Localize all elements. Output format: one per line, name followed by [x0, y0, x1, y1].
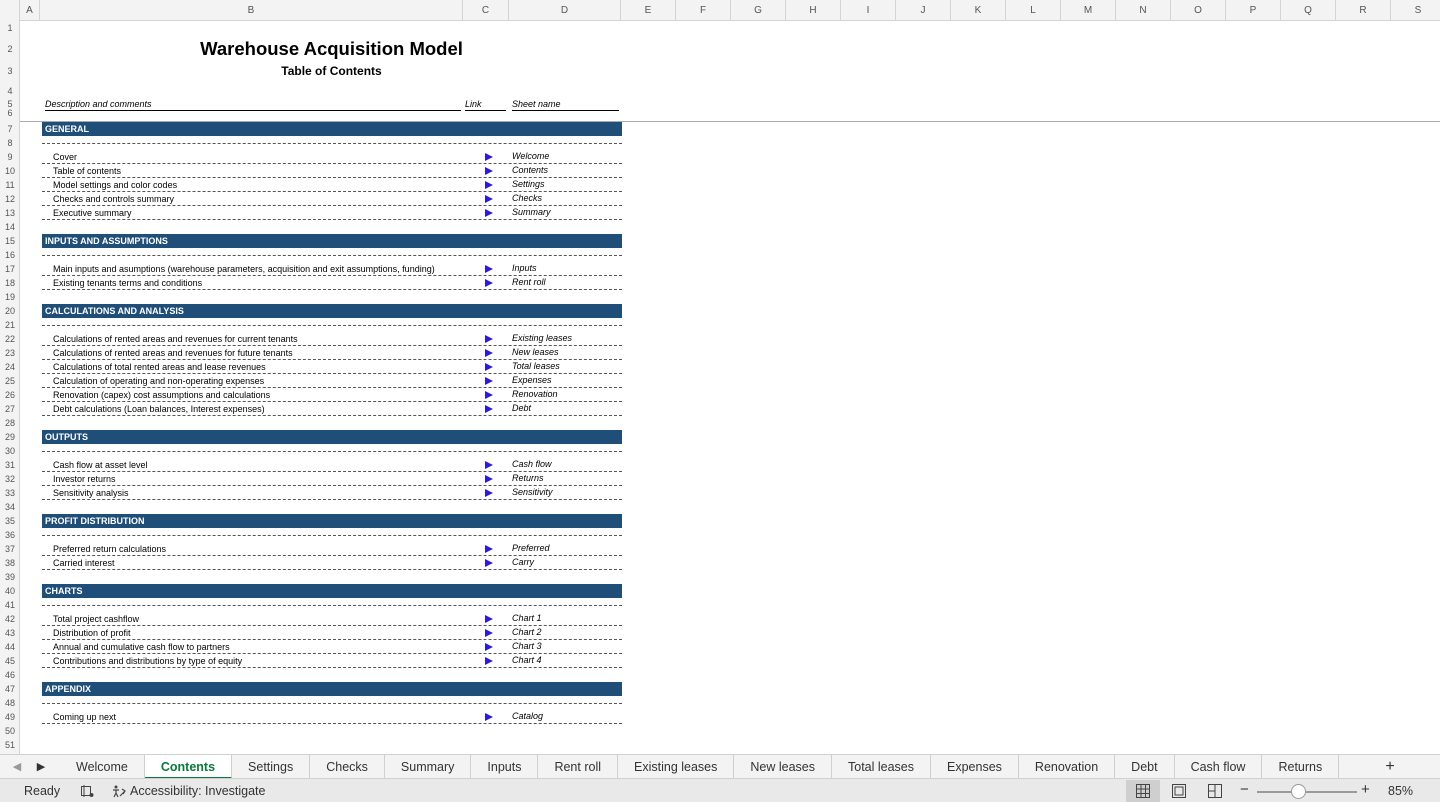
go-to-sheet-icon[interactable] — [484, 389, 494, 401]
toc-sheet-name: New leases — [512, 347, 559, 357]
go-to-sheet-icon[interactable] — [484, 459, 494, 471]
row-header[interactable]: 18 — [4, 278, 15, 288]
section-divider — [42, 703, 622, 704]
toc-sheet-name: Chart 2 — [512, 627, 542, 637]
row-header[interactable]: 29 — [4, 432, 15, 442]
row-header[interactable]: 51 — [4, 740, 15, 750]
column-header[interactable]: I — [841, 0, 896, 21]
go-to-sheet-icon[interactable] — [484, 151, 494, 163]
go-to-sheet-icon[interactable] — [484, 627, 494, 639]
toc-sheet-name: Checks — [512, 193, 543, 203]
toc-description: Calculations of rented areas and revenues for current tenants — [53, 334, 298, 344]
zoom-out-button[interactable]: − — [1240, 781, 1249, 798]
row-header[interactable]: 1 — [7, 23, 13, 33]
row-header[interactable]: 43 — [4, 628, 15, 638]
row-header[interactable]: 35 — [4, 516, 15, 526]
column-header[interactable]: R — [1336, 0, 1391, 21]
row-header[interactable]: 11 — [5, 180, 15, 190]
toc-description: Annual and cumulative cash flow to partners — [53, 642, 230, 652]
toc-sheet-name: Chart 3 — [512, 641, 542, 651]
go-to-sheet-icon[interactable] — [484, 347, 494, 359]
row-header[interactable]: 39 — [4, 572, 15, 582]
toc-sheet-name: Sensitivity — [512, 487, 553, 497]
page-layout-view-button[interactable] — [1162, 780, 1196, 802]
section-header: CALCULATIONS AND ANALYSIS — [42, 304, 622, 318]
section-divider — [42, 605, 622, 606]
row-header[interactable]: 45 — [4, 656, 15, 666]
toc-row — [42, 262, 622, 276]
go-to-sheet-icon[interactable] — [484, 375, 494, 387]
row-header[interactable]: 32 — [4, 474, 15, 484]
sheet-tab[interactable]: Returns — [1262, 755, 1339, 779]
go-to-sheet-icon[interactable] — [484, 711, 494, 723]
sheet-tab[interactable]: Total leases — [832, 755, 931, 779]
sheet-tab[interactable]: Welcome — [60, 755, 145, 779]
toc-description: Cash flow at asset level — [53, 460, 148, 470]
sheet-tab[interactable]: Existing leases — [618, 755, 734, 779]
row-header[interactable]: 21 — [4, 320, 15, 330]
accessibility-icon[interactable] — [112, 784, 126, 798]
go-to-sheet-icon[interactable] — [484, 403, 494, 415]
toc-row — [42, 612, 622, 626]
row-header[interactable]: 47 — [4, 684, 15, 694]
go-to-sheet-icon[interactable] — [484, 277, 494, 289]
column-label-link: Link — [465, 99, 506, 111]
toc-description: Preferred return calculations — [53, 544, 167, 554]
row-header[interactable]: 37 — [4, 544, 15, 554]
toc-description: Sensitivity analysis — [53, 488, 129, 498]
row-header[interactable]: 38 — [4, 558, 15, 568]
row-header[interactable]: 36 — [4, 530, 15, 540]
row-header[interactable]: 25 — [4, 376, 15, 386]
row-header[interactable]: 2 — [7, 44, 13, 54]
row-header[interactable]: 49 — [4, 712, 15, 722]
row-header[interactable]: 22 — [4, 334, 15, 344]
toc-row — [42, 374, 622, 388]
toc-description: Executive summary — [53, 208, 132, 218]
sheet-tab[interactable]: Inputs — [471, 755, 538, 779]
row-header[interactable]: 46 — [4, 670, 15, 680]
zoom-level[interactable]: 85% — [1388, 784, 1414, 798]
zoom-in-button[interactable]: + — [1361, 781, 1370, 798]
row-header[interactable]: 42 — [4, 614, 15, 624]
sheet-tab[interactable]: Checks — [310, 755, 385, 779]
go-to-sheet-icon[interactable] — [484, 193, 494, 205]
toc-row — [42, 150, 622, 164]
toc-row — [42, 472, 622, 486]
section-divider — [42, 535, 622, 536]
status-bar — [0, 778, 1440, 802]
column-header[interactable]: Q — [1281, 0, 1336, 21]
column-header-bar — [0, 0, 1440, 21]
row-header[interactable]: 28 — [4, 418, 15, 428]
toc-description: Checks and controls summary — [53, 194, 175, 204]
toc-sheet-name: Carry — [512, 557, 534, 567]
row-header-bar — [0, 21, 20, 754]
go-to-sheet-icon[interactable] — [484, 557, 494, 569]
go-to-sheet-icon[interactable] — [484, 487, 494, 499]
toc-row — [42, 346, 622, 360]
sheet-tabs-bar — [0, 754, 1440, 778]
row-header[interactable]: 23 — [4, 348, 15, 358]
go-to-sheet-icon[interactable] — [484, 207, 494, 219]
go-to-sheet-icon[interactable] — [484, 641, 494, 653]
sheet-tab[interactable]: Expenses — [931, 755, 1019, 779]
row-header[interactable]: 13 — [4, 208, 15, 218]
row-header[interactable]: 12 — [4, 194, 15, 204]
go-to-sheet-icon[interactable] — [484, 361, 494, 373]
toc-description: Distribution of profit — [53, 628, 131, 638]
toc-row — [42, 276, 622, 290]
select-all-corner[interactable] — [0, 0, 20, 21]
column-header[interactable]: S — [1391, 0, 1440, 21]
sheet-tab[interactable]: Renovation — [1019, 755, 1115, 779]
toc-sheet-name: Contents — [512, 165, 549, 175]
column-header[interactable]: O — [1171, 0, 1226, 21]
row-header[interactable]: 20 — [4, 306, 15, 316]
column-header[interactable]: K — [951, 0, 1006, 21]
section-header: CHARTS — [42, 584, 622, 598]
toc-sheet-name: Total leases — [512, 361, 560, 371]
toc-description: Renovation (capex) cost assumptions and calculations — [53, 390, 271, 400]
row-header[interactable]: 8 — [7, 138, 13, 148]
toc-row — [42, 164, 622, 178]
toc-row — [42, 402, 622, 416]
toc-description: Contributions and distributions by type of equity — [53, 656, 243, 666]
row-header[interactable]: 24 — [4, 362, 15, 372]
row-header[interactable]: 31 — [4, 460, 15, 470]
row-header[interactable]: 15 — [4, 236, 15, 246]
sheet-tab[interactable]: Rent roll — [538, 755, 618, 779]
sheet-tab[interactable]: Summary — [385, 755, 471, 779]
toc-sheet-name: Inputs — [512, 263, 537, 273]
sheet-tab[interactable]: Contents — [145, 755, 232, 779]
column-header[interactable]: M — [1061, 0, 1116, 21]
toc-sheet-name: Cash flow — [512, 459, 552, 469]
toc-description: Calculations of total rented areas and lease revenues — [53, 362, 266, 372]
go-to-sheet-icon[interactable] — [484, 613, 494, 625]
row-header[interactable]: 14 — [4, 222, 15, 232]
toc-sheet-name: Returns — [512, 473, 544, 483]
sheet-tab[interactable]: New leases — [734, 755, 832, 779]
go-to-sheet-icon[interactable] — [484, 655, 494, 667]
worksheet[interactable] — [20, 21, 1440, 754]
toc-sheet-name: Chart 4 — [512, 655, 542, 665]
section-header: INPUTS AND ASSUMPTIONS — [42, 234, 622, 248]
column-header[interactable]: F — [676, 0, 731, 21]
toc-row — [42, 332, 622, 346]
toc-sheet-name: Rent roll — [512, 277, 546, 287]
macro-record-icon[interactable] — [80, 784, 94, 798]
tab-scroll-right-button[interactable]: ▶ — [36, 761, 46, 773]
row-header[interactable]: 48 — [4, 698, 15, 708]
toc-description: Existing tenants terms and conditions — [53, 278, 203, 288]
column-label-sheet: Sheet name — [512, 99, 619, 111]
toc-row — [42, 640, 622, 654]
go-to-sheet-icon[interactable] — [484, 165, 494, 177]
section-divider — [42, 143, 622, 144]
go-to-sheet-icon[interactable] — [484, 263, 494, 275]
toc-row — [42, 458, 622, 472]
row-header[interactable]: 9 — [7, 152, 13, 162]
toc-row — [42, 556, 622, 570]
toc-row — [42, 542, 622, 556]
row-header[interactable]: 4 — [7, 86, 13, 96]
column-header[interactable]: H — [786, 0, 841, 21]
row-header[interactable]: 41 — [4, 600, 15, 610]
row-header[interactable]: 10 — [4, 166, 15, 176]
row-header[interactable]: 26 — [4, 390, 15, 400]
row-header[interactable]: 19 — [4, 292, 15, 302]
toc-sheet-name: Chart 1 — [512, 613, 542, 623]
page-subtitle: Table of Contents — [281, 64, 382, 78]
toc-sheet-name: Existing leases — [512, 333, 573, 343]
add-sheet-button[interactable]: + — [1385, 758, 1395, 775]
section-divider — [42, 255, 622, 256]
toc-row — [42, 388, 622, 402]
section-divider — [42, 451, 622, 452]
toc-sheet-name: Settings — [512, 179, 545, 189]
sheet-tab[interactable]: Cash flow — [1175, 755, 1263, 779]
toc-description: Calculation of operating and non-operating expenses — [53, 376, 265, 386]
column-header[interactable]: E — [621, 0, 676, 21]
sheet-tabs — [60, 755, 1372, 779]
toc-row — [42, 654, 622, 668]
toc-sheet-name: Renovation — [512, 389, 558, 399]
toc-row — [42, 178, 622, 192]
zoom-slider-track[interactable] — [1257, 791, 1357, 793]
row-header[interactable]: 33 — [4, 488, 15, 498]
column-header[interactable]: C — [463, 0, 509, 21]
column-header[interactable]: J — [896, 0, 951, 21]
row-header[interactable]: 16 — [4, 250, 15, 260]
column-header[interactable]: P — [1226, 0, 1281, 21]
toc-description: Investor returns — [53, 474, 116, 484]
toc-sheet-name: Catalog — [512, 711, 544, 721]
section-divider — [42, 325, 622, 326]
go-to-sheet-icon[interactable] — [484, 179, 494, 191]
go-to-sheet-icon[interactable] — [484, 473, 494, 485]
toc-description: Model settings and color codes — [53, 180, 178, 190]
toc-description: Total project cashflow — [53, 614, 140, 624]
toc-description: Table of contents — [53, 166, 122, 176]
toc-description: Carried interest — [53, 558, 115, 568]
toc-row — [42, 626, 622, 640]
toc-sheet-name: Preferred — [512, 543, 550, 553]
column-label-description: Description and comments — [45, 99, 461, 111]
row-header[interactable]: 6 — [7, 108, 13, 118]
toc-description: Main inputs and asumptions (warehouse parameters, acquisition and exit assumptions, funding) — [53, 264, 435, 274]
toc-sheet-name: Summary — [512, 207, 551, 217]
row-header[interactable]: 27 — [4, 404, 15, 414]
row-header[interactable]: 3 — [7, 66, 13, 76]
toc-row — [42, 192, 622, 206]
column-header[interactable]: D — [509, 0, 621, 21]
row-header[interactable]: 7 — [7, 124, 13, 134]
tab-scroll-left-button[interactable]: ◀ — [12, 761, 22, 773]
page-title: Warehouse Acquisition Model — [200, 38, 463, 59]
toc-description: Calculations of rented areas and revenues for future tenants — [53, 348, 293, 358]
column-header[interactable]: L — [1006, 0, 1061, 21]
sheet-tab[interactable]: Settings — [232, 755, 310, 779]
section-header: PROFIT DISTRIBUTION — [42, 514, 622, 528]
toc-description: Cover — [53, 152, 78, 162]
column-header[interactable]: A — [20, 0, 40, 21]
status-ready: Ready — [24, 784, 61, 798]
sheet-tab[interactable]: Debt — [1115, 755, 1174, 779]
row-header[interactable]: 44 — [4, 642, 15, 652]
row-header[interactable]: 30 — [4, 446, 15, 456]
toc-row — [42, 360, 622, 374]
toc-description: Debt calculations (Loan balances, Interest expenses) — [53, 404, 265, 414]
toc-row — [42, 486, 622, 500]
toc-sheet-name: Welcome — [512, 151, 550, 161]
go-to-sheet-icon[interactable] — [484, 543, 494, 555]
section-header: GENERAL — [42, 122, 622, 136]
column-header[interactable]: G — [731, 0, 786, 21]
row-header[interactable]: 40 — [4, 586, 15, 596]
row-header[interactable]: 17 — [4, 264, 15, 274]
toc-sheet-name: Expenses — [512, 375, 552, 385]
normal-view-button[interactable] — [1126, 780, 1160, 802]
toc-row — [42, 710, 622, 724]
column-header[interactable]: B — [40, 0, 463, 21]
toc-sheet-name: Debt — [512, 403, 532, 413]
zoom-slider-thumb[interactable] — [1291, 784, 1306, 799]
go-to-sheet-icon[interactable] — [484, 333, 494, 345]
accessibility-status[interactable]: Accessibility: Investigate — [130, 784, 266, 798]
toc-row — [42, 206, 622, 220]
row-header[interactable]: 5 — [7, 99, 13, 109]
row-header[interactable]: 34 — [4, 502, 15, 512]
toc-description: Coming up next — [53, 712, 117, 722]
section-header: APPENDIX — [42, 682, 622, 696]
column-header[interactable]: N — [1116, 0, 1171, 21]
page-break-view-button[interactable] — [1198, 780, 1232, 802]
row-header[interactable]: 50 — [4, 726, 15, 736]
section-header: OUTPUTS — [42, 430, 622, 444]
